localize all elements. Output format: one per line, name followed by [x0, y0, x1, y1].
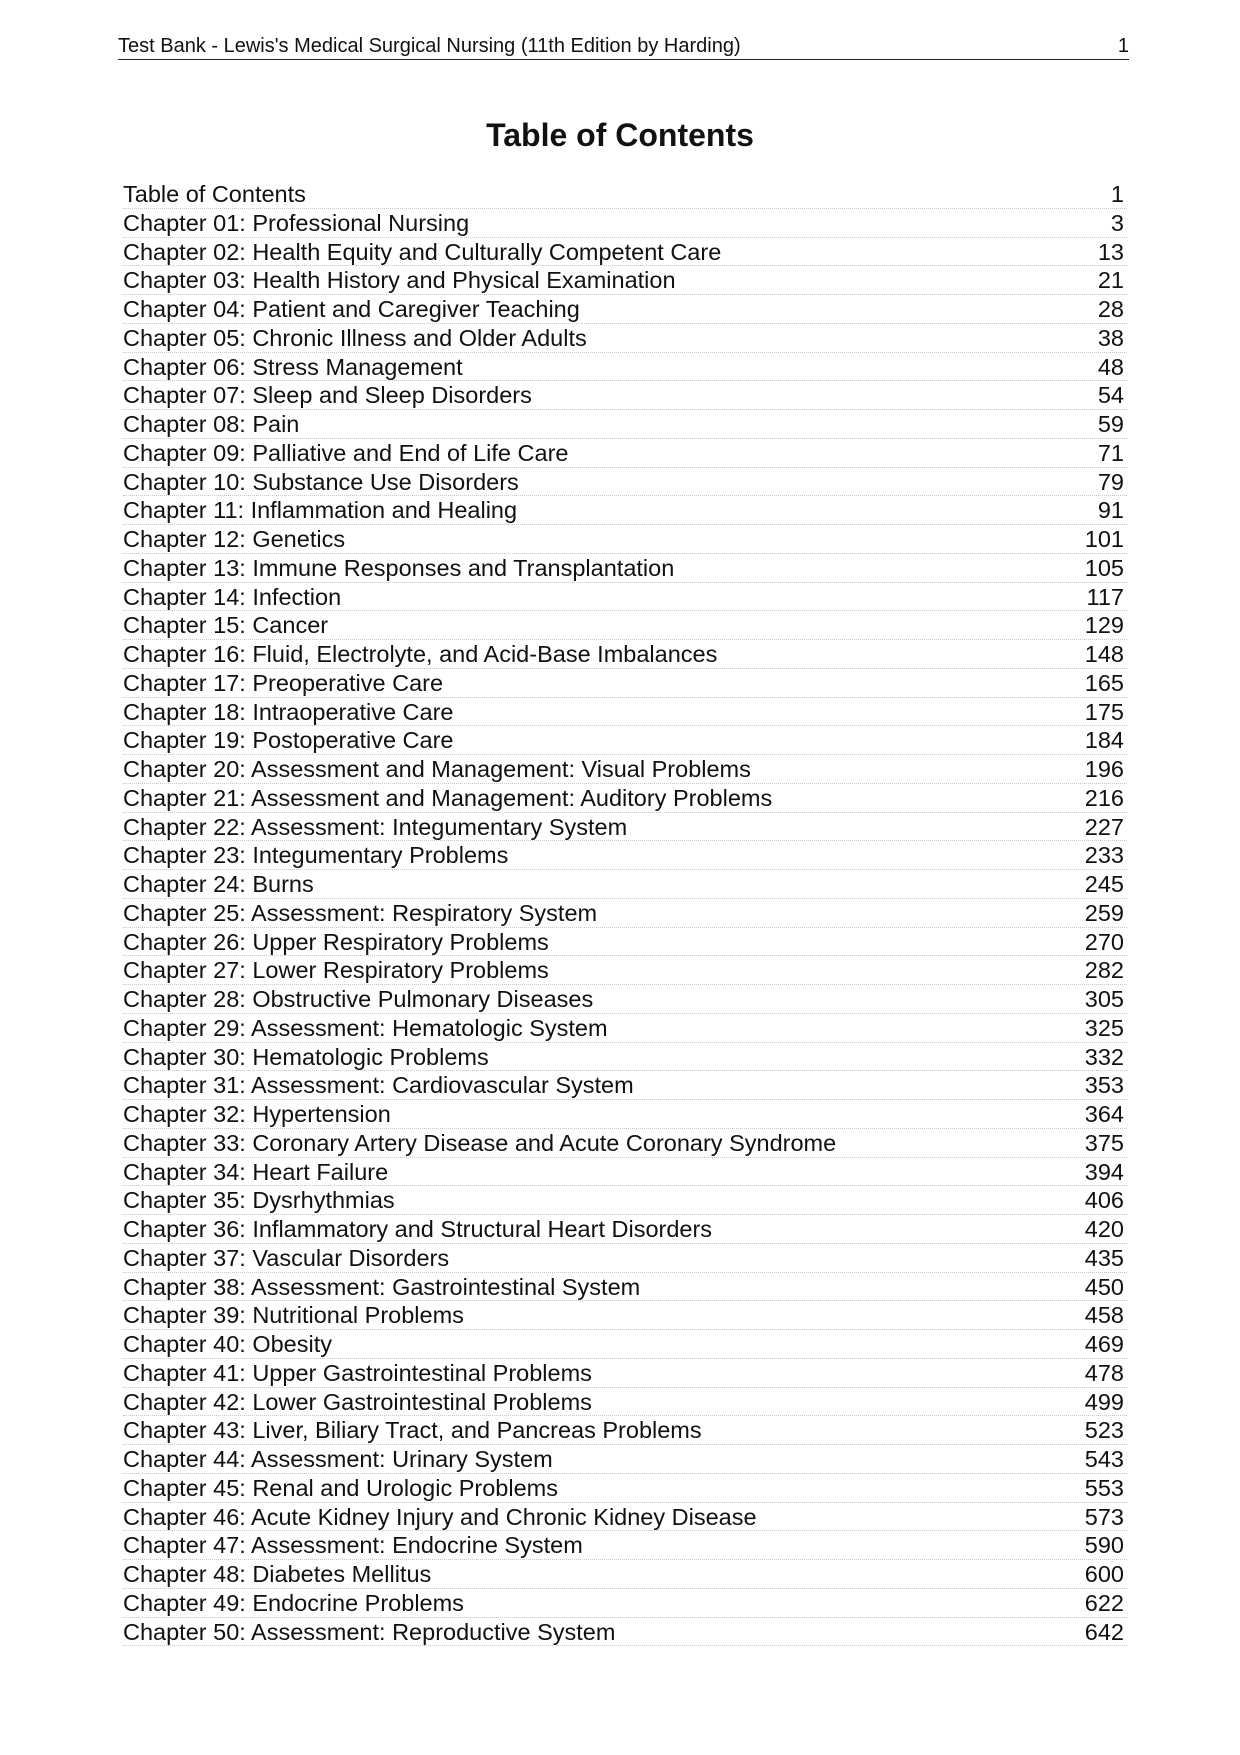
toc-entry-page-number: 148	[1084, 641, 1124, 667]
toc-entry-title: Chapter 39: Nutritional Problems	[123, 1302, 464, 1329]
toc-entry[interactable]	[123, 726, 1127, 755]
toc-entry[interactable]	[123, 1014, 1127, 1043]
toc-entry-title: Chapter 08: Pain	[123, 411, 300, 437]
toc-entry[interactable]	[123, 1273, 1127, 1302]
toc-entry-page-number: 642	[1084, 1618, 1124, 1645]
toc-entry[interactable]	[123, 468, 1127, 497]
toc-entry[interactable]	[123, 1560, 1127, 1589]
toc-entry[interactable]	[123, 1531, 1127, 1560]
toc-entry-title: Chapter 42: Lower Gastrointestinal Problems	[123, 1388, 592, 1415]
toc-entry-title: Chapter 17: Preoperative Care	[123, 669, 444, 696]
toc-entry-page-number: 59	[1097, 411, 1124, 437]
toc-entry-page-number: 478	[1084, 1359, 1124, 1386]
toc-entry-title: Chapter 44: Assessment: Urinary System	[123, 1446, 553, 1472]
toc-entry-title: Chapter 23: Integumentary Problems	[123, 842, 509, 869]
toc-entry-page-number: 375	[1084, 1129, 1124, 1156]
toc-heading: Table of Contents	[486, 117, 754, 153]
toc-entry-page-number: 175	[1084, 698, 1124, 725]
toc-entry[interactable]	[123, 1445, 1127, 1474]
toc-entry[interactable]	[123, 755, 1127, 784]
toc-entry-page-number: 469	[1084, 1331, 1124, 1357]
toc-entry[interactable]	[123, 928, 1127, 957]
toc-entry[interactable]	[123, 899, 1127, 928]
toc-entry[interactable]	[123, 985, 1127, 1014]
toc-entry[interactable]	[123, 295, 1127, 324]
toc-entry[interactable]	[123, 1158, 1127, 1187]
toc-entry[interactable]	[123, 324, 1127, 353]
toc-entry-title: Chapter 18: Intraoperative Care	[123, 698, 454, 725]
toc-entry-page-number: 38	[1097, 324, 1124, 351]
toc-entry-title: Chapter 34: Heart Failure	[123, 1158, 389, 1185]
toc-entry-title: Chapter 29: Assessment: Hematologic System	[123, 1014, 608, 1041]
toc-entry-title: Chapter 12: Genetics	[123, 526, 346, 552]
toc-entry-page-number: 259	[1084, 899, 1124, 926]
toc-entry-title: Chapter 04: Patient and Caregiver Teaching	[123, 296, 580, 322]
toc-entry-page-number: 245	[1084, 871, 1124, 897]
toc-entry-page-number: 458	[1084, 1302, 1124, 1329]
toc-entry-title: Chapter 26: Upper Respiratory Problems	[123, 928, 549, 955]
toc-entry[interactable]	[123, 841, 1127, 870]
toc-entry[interactable]	[123, 410, 1127, 439]
toc-entry-title: Chapter 05: Chronic Illness and Older Adults	[123, 324, 587, 351]
toc-entry[interactable]	[123, 1618, 1127, 1647]
toc-entry-page-number: 129	[1084, 612, 1124, 639]
toc-entry-page-number: 21	[1097, 267, 1124, 294]
toc-entry-page-number: 332	[1084, 1043, 1124, 1070]
toc-entry-title: Chapter 36: Inflammatory and Structural Heart Disorders	[123, 1216, 713, 1242]
toc-entry-title: Chapter 24: Burns	[123, 871, 314, 897]
toc-entry-title: Chapter 45: Renal and Urologic Problems	[123, 1474, 558, 1501]
header-title: Test Bank - Lewis's Medical Surgical Nursing (11th Edition by Harding)	[118, 35, 741, 57]
toc-entry[interactable]	[123, 1100, 1127, 1129]
toc-entry-title: Chapter 40: Obesity	[123, 1331, 332, 1357]
toc-entry-title: Chapter 14: Infection	[123, 583, 342, 610]
toc-entry[interactable]	[123, 1503, 1127, 1532]
toc-entry-page-number: 270	[1084, 928, 1124, 955]
toc-entry-page-number: 282	[1084, 957, 1124, 984]
toc-entry[interactable]	[123, 1129, 1127, 1158]
toc-entry[interactable]	[123, 238, 1127, 267]
toc-entry-page-number: 305	[1084, 986, 1124, 1012]
toc-entry[interactable]	[123, 525, 1127, 554]
toc-entry[interactable]	[123, 784, 1127, 813]
toc-entry-page-number: 54	[1097, 382, 1124, 409]
toc-entry-page-number: 325	[1084, 1014, 1124, 1041]
toc-entry[interactable]	[123, 956, 1127, 985]
toc-entry-title: Chapter 35: Dysrhythmias	[123, 1187, 395, 1214]
toc-entry-page-number: 553	[1084, 1474, 1124, 1501]
toc-entry-page-number: 3	[1110, 209, 1124, 236]
toc-entry-page-number: 1	[1110, 181, 1124, 207]
toc-entry[interactable]	[123, 1474, 1127, 1503]
toc-entry-title: Chapter 33: Coronary Artery Disease and Acute Coronary Syndrome	[123, 1129, 837, 1156]
toc-entry-title: Chapter 27: Lower Respiratory Problems	[123, 957, 549, 984]
toc-entry-page-number: 590	[1084, 1532, 1124, 1559]
toc-entry[interactable]	[123, 1359, 1127, 1388]
toc-entry-page-number: 48	[1097, 353, 1124, 380]
toc-entry-title: Chapter 11: Inflammation and Healing	[123, 497, 518, 524]
toc-entry-title: Chapter 02: Health Equity and Culturally Competent Care	[123, 238, 722, 265]
toc-entry[interactable]	[123, 1215, 1127, 1244]
toc-entry-title: Chapter 32: Hypertension	[123, 1101, 391, 1127]
toc-entry-title: Chapter 47: Assessment: Endocrine System	[123, 1532, 583, 1559]
toc-entry-page-number: 101	[1084, 526, 1124, 552]
toc-entry-title: Chapter 46: Acute Kidney Injury and Chronic Kidney Disease	[123, 1503, 757, 1530]
toc-entry-page-number: 420	[1084, 1216, 1124, 1242]
toc-entry-title: Table of Contents	[123, 181, 306, 207]
toc-entry-title: Chapter 09: Palliative and End of Life Care	[123, 439, 569, 466]
toc-entry-title: Chapter 22: Assessment: Integumentary System	[123, 813, 628, 840]
toc-entry-title: Chapter 31: Assessment: Cardiovascular System	[123, 1072, 634, 1099]
toc-entry-title: Chapter 30: Hematologic Problems	[123, 1043, 489, 1070]
toc-entry-page-number: 435	[1084, 1244, 1124, 1271]
toc-entry-title: Chapter 19: Postoperative Care	[123, 727, 454, 754]
toc-entry-title: Chapter 10: Substance Use Disorders	[123, 468, 519, 495]
toc-list	[123, 180, 1127, 1646]
toc-entry[interactable]	[123, 381, 1127, 410]
toc-entry-title: Chapter 06: Stress Management	[123, 353, 463, 380]
toc-entry-page-number: 196	[1084, 756, 1124, 782]
toc-entry-page-number: 600	[1084, 1561, 1124, 1587]
toc-entry-page-number: 165	[1084, 669, 1124, 696]
toc-entry[interactable]	[123, 209, 1127, 238]
toc-entry[interactable]	[123, 1071, 1127, 1100]
toc-entry-page-number: 353	[1084, 1072, 1124, 1099]
toc-entry-title: Chapter 21: Assessment and Management: Auditory Problems	[123, 784, 773, 811]
toc-entry-title: Chapter 50: Assessment: Reproductive System	[123, 1618, 616, 1645]
toc-entry-page-number: 105	[1084, 554, 1124, 581]
toc-entry-title: Chapter 03: Health History and Physical Examination	[123, 267, 676, 294]
toc-entry[interactable]	[123, 496, 1127, 525]
toc-entry-page-number: 184	[1084, 727, 1124, 754]
toc-entry-page-number: 216	[1084, 784, 1124, 811]
running-header	[118, 33, 1129, 60]
toc-entry-title: Chapter 20: Assessment and Management: Visual Problems	[123, 756, 751, 782]
toc-entry[interactable]	[123, 1043, 1127, 1072]
toc-entry[interactable]	[123, 669, 1127, 698]
toc-entry[interactable]	[123, 611, 1127, 640]
toc-entry-page-number: 543	[1084, 1446, 1124, 1472]
header-page-number: 1	[1117, 35, 1129, 57]
toc-entry-page-number: 450	[1084, 1273, 1124, 1300]
toc-entry[interactable]	[123, 1186, 1127, 1215]
toc-entry-page-number: 79	[1097, 468, 1124, 495]
toc-entry-title: Chapter 37: Vascular Disorders	[123, 1244, 450, 1271]
toc-entry-page-number: 394	[1084, 1158, 1124, 1185]
toc-entry-page-number: 622	[1084, 1589, 1124, 1616]
toc-entry-page-number: 364	[1084, 1101, 1124, 1127]
toc-entry-title: Chapter 16: Fluid, Electrolyte, and Acid-Base Imbalances	[123, 641, 718, 667]
toc-entry-title: Chapter 15: Cancer	[123, 612, 329, 639]
toc-entry[interactable]	[123, 180, 1127, 209]
toc-entry[interactable]	[123, 1388, 1127, 1417]
toc-entry-title: Chapter 28: Obstructive Pulmonary Diseases	[123, 986, 594, 1012]
toc-entry-page-number: 523	[1084, 1417, 1124, 1444]
toc-entry-page-number: 117	[1086, 583, 1124, 610]
toc-entry[interactable]	[123, 583, 1127, 612]
toc-entry[interactable]	[123, 439, 1127, 468]
toc-entry-title: Chapter 01: Professional Nursing	[123, 209, 470, 236]
toc-entry[interactable]	[123, 1330, 1127, 1359]
toc-entry-title: Chapter 38: Assessment: Gastrointestinal System	[123, 1273, 641, 1300]
toc-entry[interactable]	[123, 1416, 1127, 1445]
toc-entry-page-number: 499	[1084, 1388, 1124, 1415]
toc-entry[interactable]	[123, 353, 1127, 382]
toc-entry-page-number: 573	[1084, 1503, 1124, 1530]
toc-entry[interactable]	[123, 554, 1127, 583]
toc-entry-title: Chapter 13: Immune Responses and Transplantation	[123, 554, 675, 581]
toc-entry[interactable]	[123, 1301, 1127, 1330]
toc-entry-title: Chapter 43: Liver, Biliary Tract, and Pancreas Problems	[123, 1417, 702, 1444]
toc-entry-title: Chapter 25: Assessment: Respiratory System	[123, 899, 598, 926]
toc-entry-title: Chapter 49: Endocrine Problems	[123, 1589, 464, 1616]
toc-entry-title: Chapter 48: Diabetes Mellitus	[123, 1561, 432, 1587]
toc-entry[interactable]	[123, 813, 1127, 842]
toc-entry-page-number: 233	[1084, 842, 1124, 869]
toc-entry-page-number: 406	[1084, 1187, 1124, 1214]
toc-entry[interactable]	[123, 1589, 1127, 1618]
toc-entry-page-number: 13	[1097, 238, 1124, 265]
toc-entry-page-number: 91	[1097, 497, 1124, 524]
toc-entry-page-number: 28	[1097, 296, 1124, 322]
toc-entry[interactable]	[123, 640, 1127, 669]
toc-entry-page-number: 227	[1084, 813, 1124, 840]
toc-entry[interactable]	[123, 1244, 1127, 1273]
toc-entry[interactable]	[123, 870, 1127, 899]
toc-entry-title: Chapter 41: Upper Gastrointestinal Problems	[123, 1359, 592, 1386]
toc-entry[interactable]	[123, 698, 1127, 727]
toc-entry[interactable]	[123, 266, 1127, 295]
toc-entry-page-number: 71	[1097, 439, 1124, 466]
toc-entry-title: Chapter 07: Sleep and Sleep Disorders	[123, 382, 532, 409]
